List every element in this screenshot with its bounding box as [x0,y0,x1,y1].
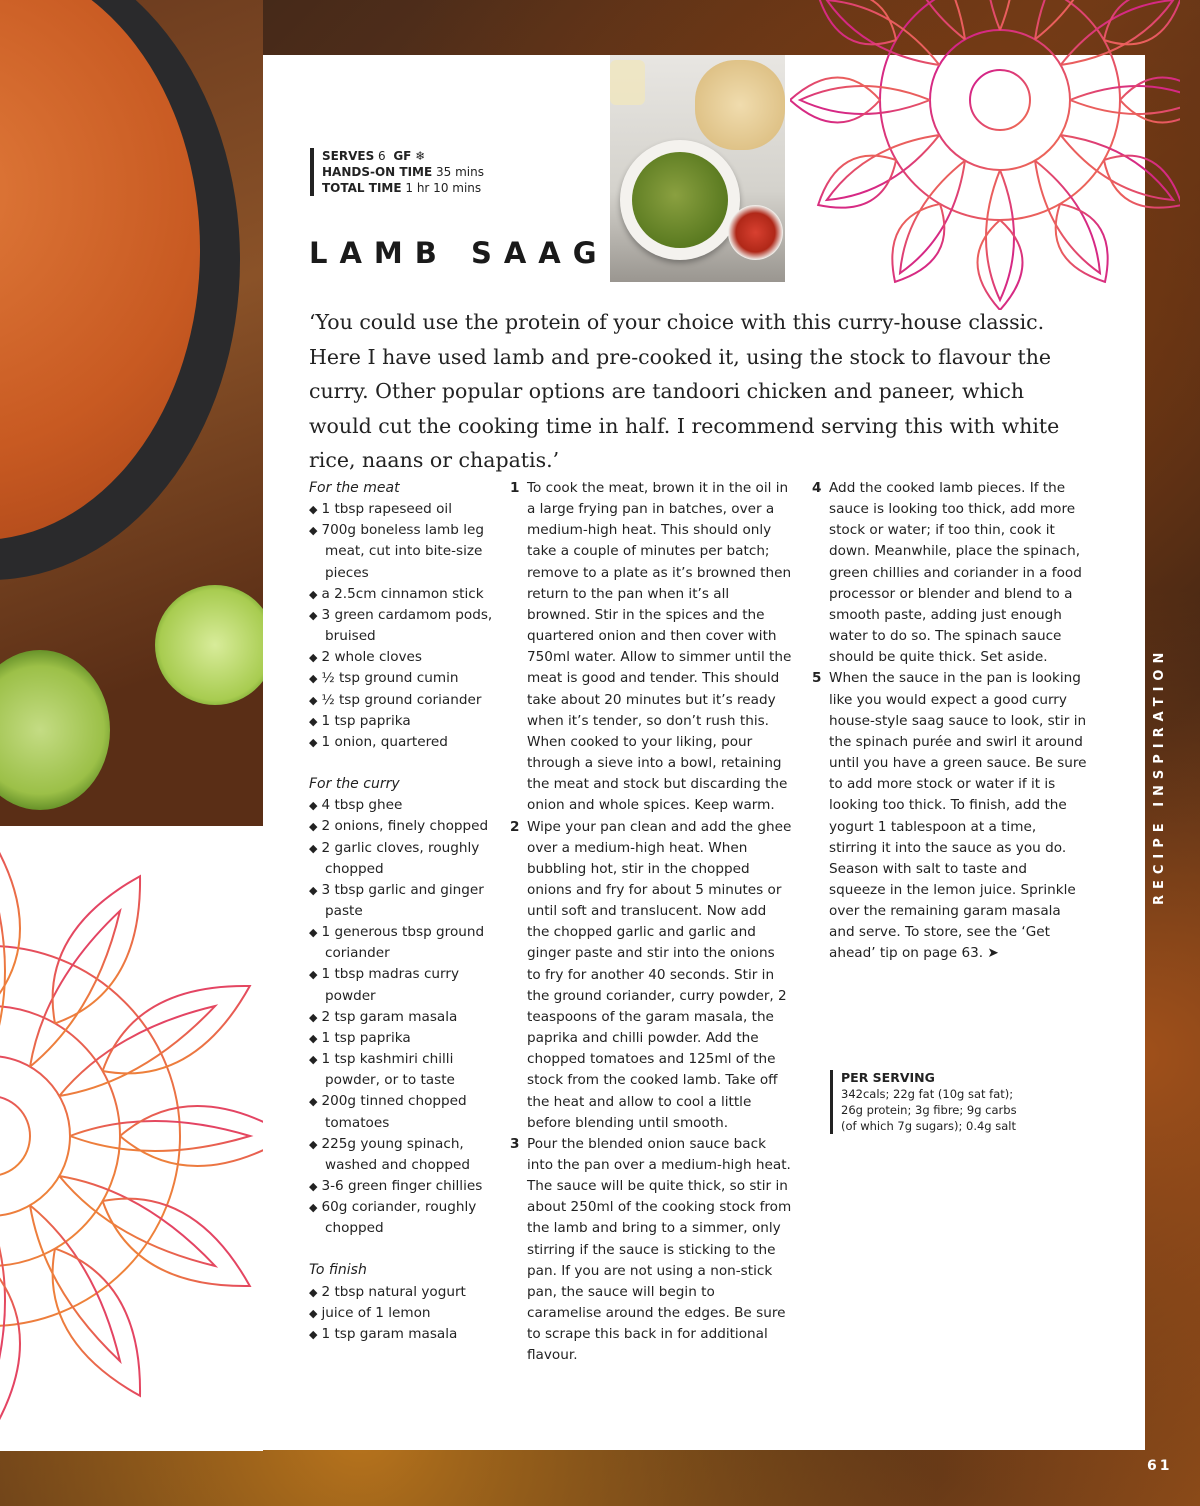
ingredient-text: 3-6 green finger chillies [321,1178,483,1194]
ingredient-text: ½ tsp ground cumin [321,670,459,687]
step-number: 3 [510,1135,520,1152]
ingredient-group-heading: For the meat [309,480,400,496]
method-step [812,668,1087,964]
ingredient-text: 200g tinned chopped tomatoes [321,1093,467,1131]
ingredient-text: juice of 1 lemon [321,1304,431,1321]
mandala-decoration-left [0,826,263,1451]
ingredient-item [309,520,504,583]
ingredient-item [309,499,504,520]
ingredient-list [309,1282,504,1345]
ingredient-item [309,711,504,732]
nutrition-line: (of which 7g sugars); 0.4g salt [841,1119,1017,1133]
method-step [812,478,1087,668]
ingredients-column [309,478,504,1345]
ingredient-item [309,816,504,837]
ingredient-item [309,795,504,816]
nutrition-heading: PER SERVING [841,1070,935,1085]
ingredient-item [309,838,504,880]
ingredient-item [309,690,504,711]
ingredient-group-heading: To finish [309,1262,367,1279]
serves-value: 6 [378,149,386,163]
curry-pan-photo [0,0,263,826]
ingredient-item [309,1176,504,1197]
ingredient-list [309,795,504,1239]
step-text: When the sauce in the pan is looking like you would expect a good curry house-style saag sauce to look, stir in the spinach purée and swirl it around until you have a green sauce. Be sure to add more stock or water if it is looking too thick. To finish, add the yogurt 1 tablespoon at a time, stirring it into the sauce as you do. Season with salt to taste and squeeze in the lemon juice. Sprinkle over the remaining garam masala and serve. To store, see the ‘Get ahead’ tip on page 63. ➤ [829,670,1087,962]
ingredient-text: 1 onion, quartered [321,733,448,750]
step-number: 4 [812,480,822,496]
method-column-1 [510,478,792,1367]
ingredient-text: ½ tsp ground coriander [321,691,482,708]
ingredient-text: 60g coriander, roughly chopped [321,1199,477,1237]
ingredient-text: 2 tsp garam masala [321,1008,458,1025]
nutrition-line: 342cals; 22g fat (10g sat fat); [841,1087,1014,1101]
ingredient-item [309,922,504,964]
ingredient-item [309,1282,504,1303]
ingredient-text: 1 generous tbsp ground coriander [321,924,485,962]
ingredient-item [309,668,504,689]
ingredient-item [309,1324,504,1345]
ingredient-item [309,964,504,1006]
section-label: RECIPE INSPIRATION [1152,646,1167,905]
method-step [510,1134,792,1367]
step-text: Pour the blended onion sauce back into the pan over a medium-high heat. The sauce will be quite thick, so stir in about 250ml of the cooking stock from the lamb and bring to a simmer, only stirring if the sauce is sticking to the pan. If you are not using a non-stick pan, the sauce will begin to caramelise around the edges. Be sure to scrape this back in for additional flavour. [527,1135,792,1364]
nutrition-box [830,1070,1017,1134]
ingredient-item [309,605,504,647]
mandala-decoration-top [760,0,1180,320]
method-column-2 [812,478,1087,965]
ingredient-item [309,1197,504,1239]
step-text: To cook the meat, brown it in the oil in a large frying pan in batches, over a medium-high heat. This should only take a couple of minutes per batch; remove to a plate as it’s browned then return to the pan when it’s all browned. Stir in the spices and the quartered onion and then cover with 750ml water. Allow to simmer until the meat is good and tender. This should take about 20 minutes but it’s ready when it’s tender, so don’t rush this. When cooked to your liking, pour through a sieve into a bowl, retaining the meat and stock but discarding the onion and whole spices. Keep warm. [527,480,792,814]
ingredient-text: 3 tbsp garlic and ginger paste [321,881,484,919]
ingredient-text: 2 tbsp natural yogurt [321,1283,466,1300]
ingredient-text: 2 garlic cloves, roughly chopped [321,839,480,877]
ingredient-item [309,1303,504,1324]
step-number: 5 [812,670,822,687]
step-number: 1 [510,480,520,496]
hands-on-value: 35 mins [436,165,484,179]
step-text: Add the cooked lamb pieces. If the sauce is looking too thick, add more stock or water; if too thin, cook it down. Meanwhile, place the spinach, green chillies and coriander in a food processor or blender and blend to a smooth paste, adding just enough water to do so. The spinach sauce should be quite thick. Set aside. [829,480,1082,666]
ingredient-item [309,1028,504,1049]
ingredient-item [309,647,504,668]
recipe-title: LAMB SAAG [309,236,609,270]
page-number: 61 [1147,1458,1173,1474]
snowflake-icon: ❄ [415,149,426,163]
ingredient-item [309,1091,504,1133]
ingredient-text: 1 tbsp madras curry powder [321,966,460,1004]
gf-badge: GF [393,149,412,163]
ingredient-text: 225g young spinach, washed and chopped [321,1135,471,1173]
intro-quote: ‘You could use the protein of your choice with this curry-house classic. Here I have used lamb and pre-cooked it, using the stock to flavour the curry. Other popular options are tandoori chicken and paneer, which would cut the cooking time in half. I recommend serving this with white rice, naans or chapatis.’ [309,310,1060,472]
ingredient-text: 2 whole cloves [321,649,423,666]
ingredient-text: 4 tbsp ghee [321,797,403,814]
ingredient-group-heading: For the curry [309,776,400,793]
hands-on-label: HANDS-ON TIME [322,165,433,179]
step-text: Wipe your pan clean and add the ghee over a medium-high heat. When bubbling hot, stir in the chopped onions and fry for about 5 minutes or until soft and translucent. Now add the chopped garlic and garlic and ginger paste and stir into the onions to fry for another 40 seconds. Stir in the ground coriander, curry powder, 2 teaspoons of the garam masala, the paprika and chilli powder. Add the chopped tomatoes and 125ml of the stock from the cooked lamb. Take off the heat and allow to cool a little before blending until smooth. [527,818,792,1131]
ingredient-text: 1 tsp garam masala [321,1325,458,1342]
method-step [510,817,792,1134]
total-time-label: TOTAL TIME [322,181,402,195]
ingredient-item [309,880,504,922]
ingredient-item [309,1007,504,1028]
ingredient-item [309,732,504,753]
recipe-meta [310,148,484,196]
ingredient-text: 1 tsp paprika [321,1029,411,1046]
ingredient-item [309,1134,504,1176]
ingredient-text: 2 onions, finely chopped [321,818,489,835]
ingredient-text: a 2.5cm cinnamon stick [321,585,484,602]
lamb-saag-photo [610,55,785,282]
nutrition-line: 26g protein; 3g fibre; 9g carbs [841,1103,1017,1117]
ingredient-item [309,1049,504,1091]
step-number: 2 [510,818,520,835]
ingredient-text: 1 tsp paprika [321,712,411,729]
ingredient-text: 3 green cardamom pods, bruised [321,606,493,645]
ingredient-text: 700g boneless lamb leg meat, cut into bite-size pieces [321,522,484,581]
ingredient-item [309,584,504,605]
ingredient-text: 1 tbsp rapeseed oil [321,501,452,518]
ingredient-text: 1 tsp kashmiri chilli powder, or to taste [321,1051,455,1089]
serves-label: SERVES [322,149,375,163]
ingredient-list [309,499,504,753]
total-time-value: 1 hr 10 mins [405,181,482,195]
method-step [510,478,792,817]
